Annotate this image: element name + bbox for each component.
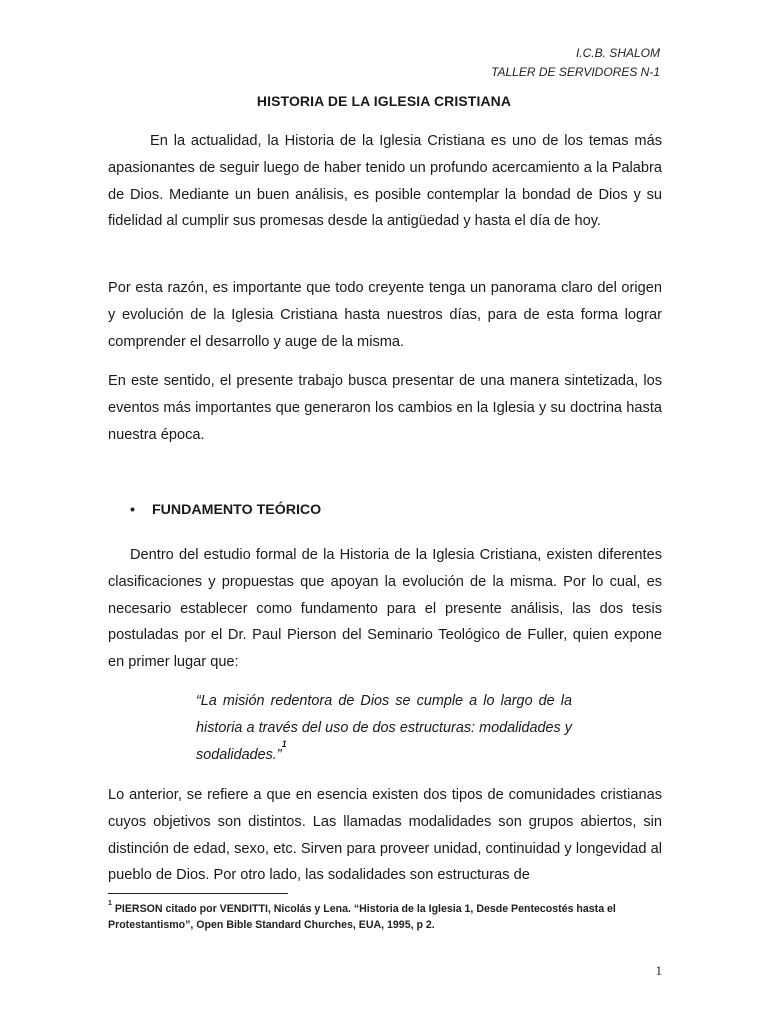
footnote-text: PIERSON citado por VENDITTI, Nicolás y Lena. “Historia de la Iglesia 1, Desde Pentecostés hasta el Protestantismo”, Open Bible Standard Churches, EUA, 1995, p 2. <box>108 903 616 931</box>
paragraph-foundation: Dentro del estudio formal de la Historia de la Iglesia Cristiana, existen diferentes clasificaciones y propuestas que apoyan la evolución de la misma. Por lo cual, es necesario establecer como fundamento para el presente análisis, las dos tesis postuladas por el Dr. Paul Pierson del Seminario Teológico de Fuller, quien expone en primer lugar que: <box>108 547 662 671</box>
paragraph-intro: En la actualidad, la Historia de la Iglesia Cristiana es uno de los temas más apasionantes de seguir luego de haber tenido un profundo acercamiento a la Palabra de Dios. Mediante un buen análisis, es posible contemplar la bondad de Dios y su fidelidad al cumplir sus promesas desde la antigüedad y hasta el día de hoy. <box>108 133 662 230</box>
block-quote <box>196 688 572 768</box>
bullet-icon: • <box>130 502 135 518</box>
section-heading-text: FUNDAMENTO TEÓRICO <box>152 502 322 518</box>
section-heading <box>130 502 321 518</box>
paragraph-explanation: Lo anterior, se refiere a que en esencia existen dos tipos de comunidades cristianas cuyos objetivos son distintos. Las llamadas modalidades son grupos abiertos, sin distinción de edad, sexo, etc. Sirven para proveer unidad, continuidad y longevidad al pueblo de Dios. Por otro lado, las sodalidades son estructuras de <box>108 787 662 884</box>
footnote-divider <box>108 893 288 894</box>
document-title: HISTORIA DE LA IGLESIA CRISTIANA <box>256 93 512 109</box>
paragraph-reason: Por esta razón, es importante que todo creyente tenga un panorama claro del origen y evolución de la Iglesia Cristiana hasta nuestros días, para de esta forma lograr comprender el desarrollo y auge de la misma. <box>108 280 662 350</box>
header-course: TALLER DE SERVIDORES N-1 <box>491 65 660 79</box>
footnote-reference: 1 <box>281 738 287 749</box>
footnote <box>108 901 668 933</box>
page-number: 1 <box>655 963 662 978</box>
footnote-number: 1 <box>108 900 112 907</box>
header-organization: I.C.B. SHALOM <box>575 46 660 60</box>
quote-text: “La misión redentora de Dios se cumple a lo largo de la historia a través del uso de dos estructuras: modalidades y sodalidades.” <box>196 693 572 763</box>
paragraph-purpose: En este sentido, el presente trabajo busca presentar de una manera sintetizada, los eventos más importantes que generaron los cambios en la Iglesia y su doctrina hasta nuestra época. <box>108 373 662 443</box>
